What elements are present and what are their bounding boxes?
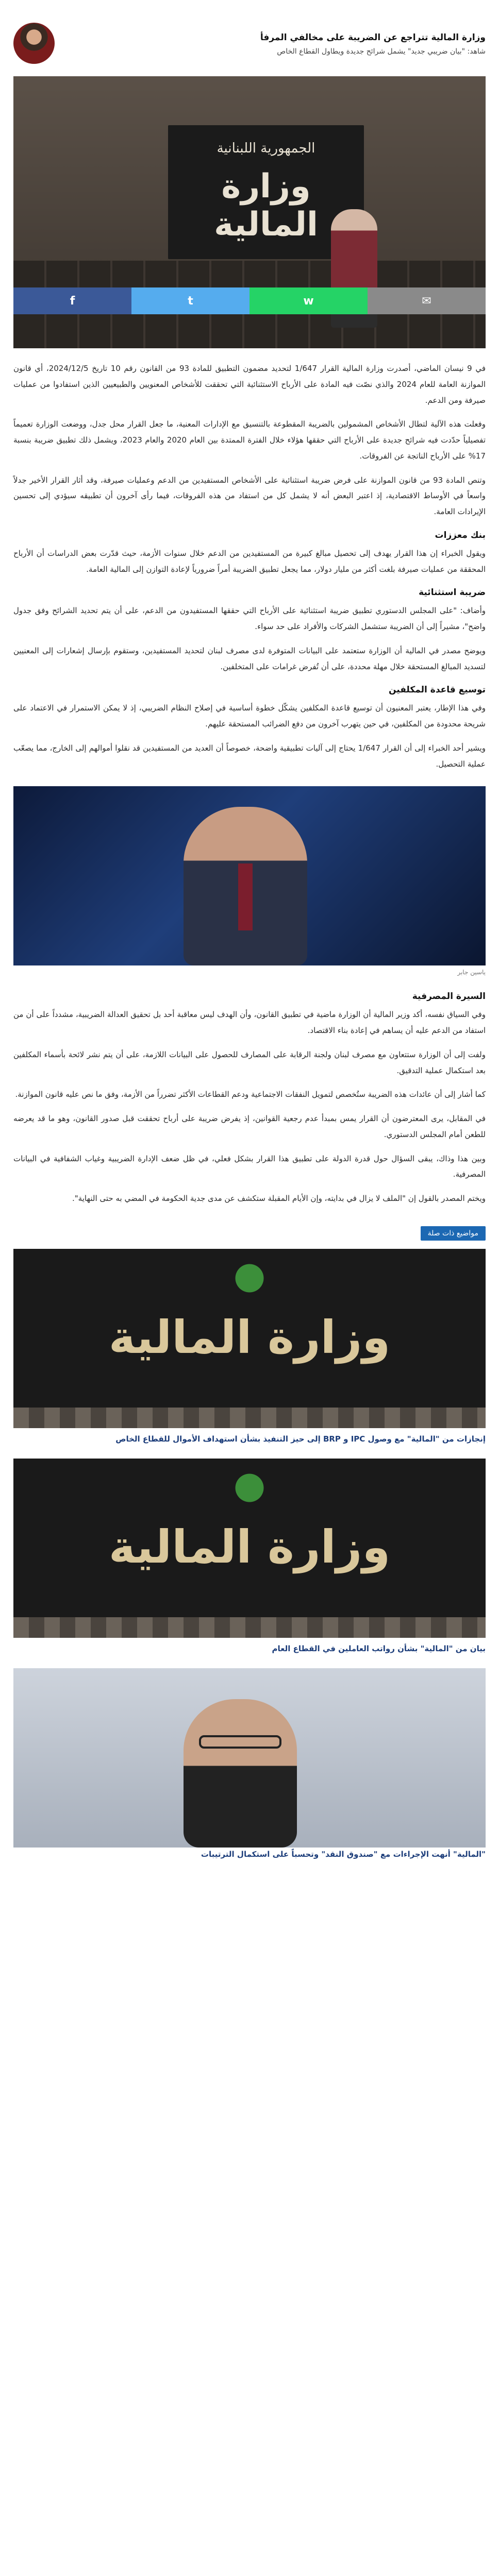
person-figure [184,1699,297,1848]
related-title-3[interactable]: "المالية" أنهت الإجراءات مع "صندوق النقد" وتحسباً على استكمال الترتيبات [201,1849,486,1859]
related-image-2[interactable] [13,1459,486,1638]
share-facebook-button[interactable] [13,287,131,314]
paragraph: وأضاف: "على المجلس الدستوري تطبيق ضريبة استثنائية على الأرباح التي حققها المستفيدون من الدعم، على أن يتم تحديد الشرائح وفق جدول واضح"، مشيراً إلى أن الضريبة ستشمل الشركات والأفراد على حد سواء. [13,606,486,631]
related-articles [13,1215,486,1861]
marble-stripe [13,1408,486,1428]
paragraph: ويوضح مصدر في المالية أن الوزارة ستعتمد على البيانات المتوفرة لدى مصرف لبنان لتحديد المستفيدين، وستقوم بإرسال إشعارات إلى المعنيين لتسديد المبالغ المستحقة خلال مهلة محددة، على أن تُفرض غرامات على المتخلفين. [13,646,486,671]
facebook-icon: f [70,294,75,308]
paragraph: وفي هذا الإطار، يعتبر المعنيون أن توسيع قاعدة المكلفين يشكّل خطوة أساسية في إصلاح النظام الضريبي، إذ لا يمكن الاستمرار في الاعتماد على شريحة محدودة من المكلفين، في حين يتهرب آخرون من دفع الضرائب المستحقة عليهم. [13,703,486,728]
paragraph: وتنص المادة 93 من قانون الموازنة على فرض ضريبة استثنائية على الأشخاص المستفيدين من الدعم وعمليات صيرفة، وقد أثار القرار الأخير جدلاً واسعاً في الأوساط الاقتصادية، إذ اعتبر البعض أنه لا يشمل كل من استفاد من هذه الفروقات، فيما رأى آخرون أن تطبيقه سيؤدي إلى تحسين الإيرادات العامة. [13,475,486,516]
marble-stripe [13,1617,486,1638]
section-heading: ضريبة استثنائية [419,587,486,598]
paragraph: وفعلت هذه الآلية لتطال الأشخاص المشمولين بالضريبة المقطوعة بالتنسيق مع الإدارات المعنية، ما جعل القرار محل جدل، ووضعت الوزارة تعميماً تفصيلياً حدّدت فيه شرائح جديدة على الأرباح التي حققها هؤلاء خلال الفترة الممتدة بين العام 2020 والعام 2023، ويشمل ذلك تطبيق ضريبة بنسبة 17% على الأرباح الناتجة عن الفروقات. [13,419,486,461]
share-whatsapp-button[interactable] [250,287,368,314]
section-heading: السيرة المصرفية [412,991,486,1002]
cedar-icon [231,1260,268,1296]
whatsapp-icon: w [303,294,314,308]
section-heading: بنك معززات [435,530,486,540]
minister-tie [238,863,253,930]
paragraph: وفي السياق نفسه، أكد وزير المالية أن الوزارة ماضية في تطبيق القانون، وأن الهدف ليس معاقبة أحد بل تحقيق العدالة الضريبية، مشدداً على أن من استفاد من الدعم عليه أن يساهم في إعادة بناء الاقتصاد. [13,1010,486,1035]
glasses-shape [199,1735,281,1749]
sign-small-text: الجمهورية اللبنانية [217,141,315,156]
share-email-button[interactable] [368,287,486,314]
paragraph: ولفت إلى أن الوزارة ستتعاون مع مصرف لبنان ولجنة الرقابة على المصارف للحصول على البيانات اللازمة، على أن يتم نشر لائحة بأسماء المكلفين بعد استكمال عملية التدقيق. [13,1049,486,1075]
paragraph: ويقول الخبراء إن هذا القرار يهدف إلى تحصيل مبالغ كبيرة من المستفيدين من الدعم خلال سنوات الأزمة، حيث قدّرت بعض الدراسات أن الأرباح المحققة من عمليات صيرفة بلغت أكثر من مليار دولار، مما يجعل تطبيق الضريبة أمراً ضرورياً لإعادة التوازن إلى المالية العامة. [13,548,486,574]
paragraph: ويختم المصدر بالقول إن "الملف لا يزال في بدايته، وإن الأيام المقبلة ستكشف عن مدى جدية الحكومة في المضي به حتى النهاية". [72,1194,486,1203]
cedar-icon [231,1470,268,1506]
header-titles [63,31,486,55]
share-bar [13,287,486,314]
section-heading: توسيع قاعدة المكلفين [388,685,486,696]
page-subtitle: شاهد: "بيان ضريبي جديد" يشمل شرائح جديدة ويطاول القطاع الخاص [277,47,486,56]
twitter-icon: t [188,294,193,308]
paragraph: كما أشار إلى أن عائدات هذه الضريبة ستُخصص لتمويل النفقات الاجتماعية ودعم القطاعات الأكثر تضرراً من الأزمة، وفق ما نص عليه قانون الموازنة. [15,1090,486,1099]
sign-big-text: وزارة المالية [214,167,318,244]
page-title: وزارة المالية تتراجع عن الضريبة على مخالفي المرفأ [260,32,486,43]
related-title-2[interactable]: بيان من "المالية" بشأن رواتب العاملين في القطاع العام [272,1643,486,1653]
email-icon: ✉ [422,294,431,308]
ministry-text: وزارة المالية [108,1520,391,1573]
photo-caption: ياسين جابر [457,969,486,976]
article-body [13,348,486,1207]
ministry-text: وزارة المالية [108,1310,391,1364]
article-header [13,0,486,76]
related-title-1[interactable]: إنجازات من "المالية" مع وصول IPC و BRP إلى حيز التنفيذ بشأن استهداف الأموال للقطاع الخاص [115,1434,486,1444]
share-twitter-button[interactable] [131,287,250,314]
paragraph: وبين هذا وذاك، يبقى السؤال حول قدرة الدولة على تطبيق هذا القرار بشكل فعلي، في ظل ضعف الإدارة الضريبية وغياب الشفافية في البيانات المصرفية. [13,1154,486,1179]
related-image-1[interactable] [13,1249,486,1428]
related-image-3[interactable] [13,1668,486,1848]
paragraph: في 9 نيسان الماضي، أصدرت وزارة المالية القرار 1/647 لتحديد مضمون التطبيق للمادة 93 من القانون رقم 10 تاريخ 2024/12/5، أي قانون الموازنة العامة للعام 2024 والذي نصّت فيه المادة على الأرباح الاستثنائية التي تحققت للأشخاص المعنويين والطبيعيين الذين استفادوا من عمليات صيرفة ومن الدعم. [13,364,486,405]
hero-image [13,76,486,348]
minister-photo [13,786,486,965]
related-tag[interactable]: مواضيع ذات صلة [421,1226,486,1241]
avatar[interactable] [13,23,55,64]
paragraph: ويشير أحد الخبراء إلى أن القرار 1/647 يحتاج إلى آليات تطبيقية واضحة، خصوصاً أن العديد من المستفيدين قد نقلوا أموالهم إلى الخارج، مما يصعّب عملية التحصيل. [13,743,486,769]
paragraph: في المقابل، يرى المعترضون أن القرار يمس بمبدأ عدم رجعية القوانين، إذ يفرض ضريبة على أرباح تحققت قبل صدور القانون، وهو ما قد يعرضه للطعن أمام المجلس الدستوري. [13,1114,486,1139]
